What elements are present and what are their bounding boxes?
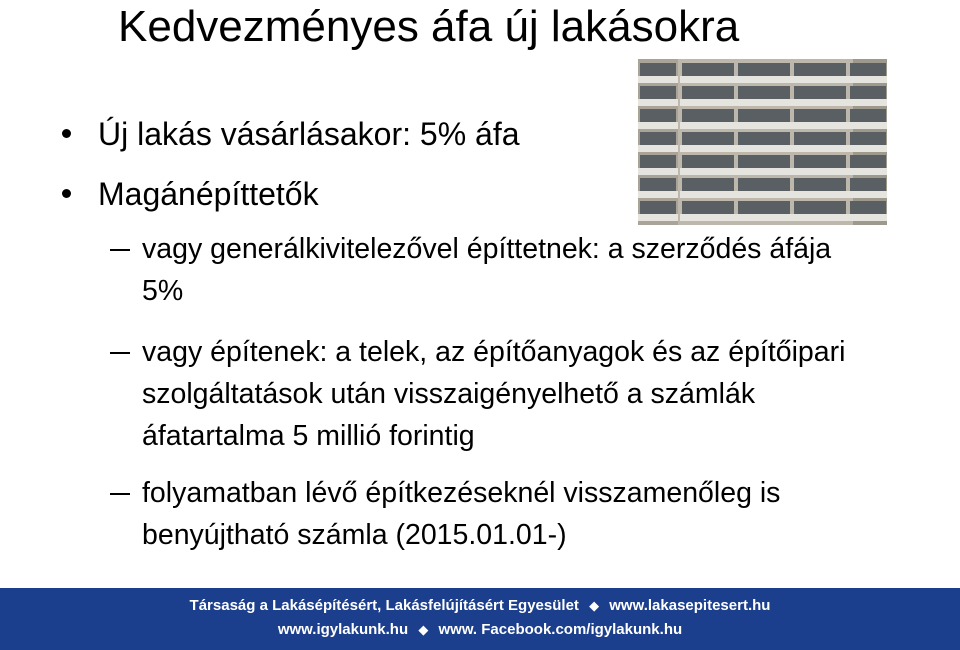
diamond-separator-icon: ◆ <box>589 598 600 613</box>
building-balcony <box>638 191 678 198</box>
building-illustration <box>638 59 887 225</box>
building-window <box>738 178 790 191</box>
building-window <box>682 86 734 99</box>
building-balcony <box>680 214 736 221</box>
building-balcony <box>848 145 887 152</box>
building-window <box>640 155 676 168</box>
building-window <box>640 201 676 214</box>
building-window <box>682 178 734 191</box>
building-balcony <box>638 122 678 129</box>
building-balcony <box>736 122 792 129</box>
building-window <box>850 178 886 191</box>
building-balcony <box>638 214 678 221</box>
building-balcony <box>736 76 792 83</box>
building-balcony <box>792 168 848 175</box>
sub-bullet-item <box>110 472 900 556</box>
building-balcony <box>680 122 736 129</box>
building-balcony <box>680 145 736 152</box>
footer-link-facebook[interactable]: www. Facebook.com/igylakunk.hu <box>438 621 683 638</box>
footer-line-2 <box>0 620 960 640</box>
building-window <box>850 63 886 76</box>
building-balcony <box>792 191 848 198</box>
building-window <box>640 109 676 122</box>
building-window <box>794 201 846 214</box>
building-window <box>794 109 846 122</box>
building-balcony <box>792 99 848 106</box>
building-window <box>738 63 790 76</box>
dash-icon <box>110 249 130 251</box>
building-balcony <box>638 99 678 106</box>
dash-icon <box>110 352 130 354</box>
building-balcony <box>736 214 792 221</box>
building-balcony <box>680 99 736 106</box>
building-balcony <box>638 76 678 83</box>
building-window <box>850 132 886 145</box>
building-balcony <box>736 191 792 198</box>
footer-line-1 <box>0 596 960 616</box>
slide-title: Kedvezményes áfa új lakásokra <box>118 2 740 51</box>
building-balcony <box>848 99 887 106</box>
building-balcony <box>848 122 887 129</box>
bullet-dot-icon <box>62 189 71 198</box>
sub-bullet-text: vagy generálkivitelezővel építtetnek: a szerződés áfája 5% <box>142 233 832 307</box>
building-window <box>682 132 734 145</box>
bullet-text: Új lakás vásárlásakor: 5% áfa <box>98 116 520 152</box>
building-balcony <box>792 122 848 129</box>
building-window <box>738 86 790 99</box>
building-window <box>682 63 734 76</box>
building-balcony <box>736 168 792 175</box>
sub-bullet-item <box>110 228 850 312</box>
building-window <box>682 109 734 122</box>
building-balcony <box>638 168 678 175</box>
apartment-building-photo <box>638 59 887 225</box>
building-balcony <box>848 214 887 221</box>
building-balcony <box>638 145 678 152</box>
building-window <box>640 178 676 191</box>
building-window <box>794 132 846 145</box>
building-window <box>738 132 790 145</box>
diamond-separator-icon: ◆ <box>418 622 429 637</box>
building-window <box>682 155 734 168</box>
footer-bar <box>0 588 960 650</box>
building-balcony <box>680 191 736 198</box>
building-balcony <box>792 214 848 221</box>
building-window <box>738 109 790 122</box>
building-window <box>738 155 790 168</box>
building-balcony <box>848 168 887 175</box>
building-balcony <box>792 76 848 83</box>
building-balcony <box>736 99 792 106</box>
building-window <box>850 109 886 122</box>
footer-org: Társaság a Lakásépítésért, Lakásfelújításért Egyesület <box>189 597 579 614</box>
building-window <box>794 155 846 168</box>
building-window <box>850 86 886 99</box>
building-window <box>794 178 846 191</box>
sub-bullet-text: folyamatban lévő építkezéseknél visszamenőleg is benyújtható számla (2015.01.01-) <box>142 477 781 551</box>
building-balcony <box>736 145 792 152</box>
building-window <box>794 86 846 99</box>
building-window <box>738 201 790 214</box>
dash-icon <box>110 493 130 495</box>
building-window <box>640 63 676 76</box>
building-window <box>850 155 886 168</box>
building-balcony <box>848 76 887 83</box>
building-balcony <box>792 145 848 152</box>
footer-link-lakasepitesert[interactable]: www.lakasepitesert.hu <box>609 597 771 614</box>
building-balcony <box>680 76 736 83</box>
sub-bullet-text: vagy építenek: a telek, az építőanyagok és az építőipari szolgáltatások után visszaigényelhető a számlák áfatartalma 5 millió forintig <box>142 336 846 452</box>
building-window <box>640 132 676 145</box>
bullet-dot-icon <box>62 129 71 138</box>
footer-link-igylakunk[interactable]: www.igylakunk.hu <box>277 621 409 638</box>
building-window <box>850 201 886 214</box>
bullet-text: Magánépíttetők <box>98 176 319 212</box>
building-window <box>794 63 846 76</box>
building-balcony <box>848 191 887 198</box>
sub-bullet-item <box>110 331 880 457</box>
building-balcony <box>680 168 736 175</box>
building-window <box>640 86 676 99</box>
building-window <box>682 201 734 214</box>
